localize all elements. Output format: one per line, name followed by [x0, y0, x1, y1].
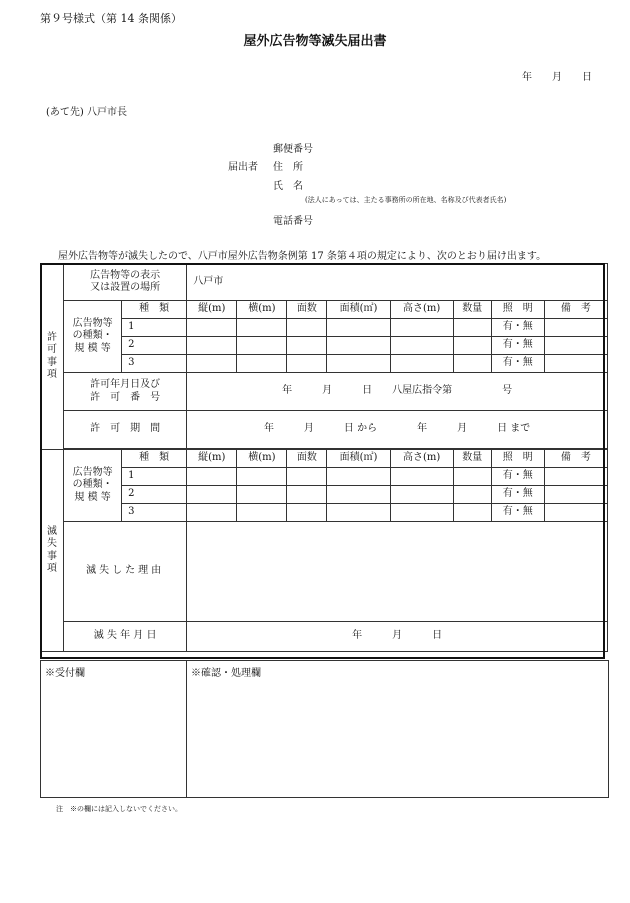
- input-cell[interactable]: [237, 504, 287, 522]
- input-cell[interactable]: [390, 319, 453, 337]
- submission-date: 年 月 日: [522, 72, 592, 83]
- input-cell[interactable]: [237, 486, 287, 504]
- table-row: [41, 486, 608, 504]
- lighting-option[interactable]: 有・無: [491, 319, 544, 337]
- loss-date-label: 滅 失 年 月 日: [64, 622, 187, 652]
- input-cell[interactable]: [187, 337, 237, 355]
- input-cell[interactable]: [327, 319, 390, 337]
- receipt-label: ※受付欄: [45, 668, 85, 679]
- permit-period-value[interactable]: 年 月 日 から 年 月 日 まで: [187, 411, 608, 449]
- input-cell[interactable]: [187, 504, 237, 522]
- input-cell[interactable]: [187, 486, 237, 504]
- input-cell[interactable]: [287, 355, 327, 373]
- confirmation-field: [187, 661, 609, 798]
- notification-table: [40, 263, 608, 652]
- location-value: 八戸市: [187, 264, 608, 301]
- row-number: 1: [122, 319, 187, 337]
- input-cell[interactable]: [390, 504, 453, 522]
- input-cell[interactable]: [453, 337, 491, 355]
- input-cell[interactable]: [187, 355, 237, 373]
- input-cell[interactable]: [327, 486, 390, 504]
- permit-section-label: 許 可 事 項: [41, 264, 64, 450]
- input-cell[interactable]: [390, 337, 453, 355]
- corporate-note: (法人にあっては、主たる事務所の所在地、名称及び代表者氏名): [305, 196, 507, 204]
- input-cell[interactable]: [544, 486, 607, 504]
- table-row: [41, 337, 608, 355]
- column-header-quantity: 数量: [453, 301, 491, 319]
- postal-code-label: 郵便番号: [273, 144, 313, 155]
- column-header-height: 縦(m): [187, 450, 237, 468]
- column-header-width: 横(m): [237, 450, 287, 468]
- receipt-field: [41, 661, 187, 798]
- row-number: 3: [122, 355, 187, 373]
- column-header-lighting: 照 明: [491, 301, 544, 319]
- column-header-type: 種 類: [122, 301, 187, 319]
- input-cell[interactable]: [327, 355, 390, 373]
- input-cell[interactable]: [453, 355, 491, 373]
- address-label: 住 所: [273, 162, 303, 173]
- input-cell[interactable]: [544, 319, 607, 337]
- form-number: 第９号様式（第 14 条関係）: [40, 12, 182, 25]
- input-cell[interactable]: [287, 337, 327, 355]
- loss-date-value[interactable]: 年 月 日: [187, 622, 608, 652]
- table-row: [41, 468, 608, 486]
- statement-text: 屋外広告物等が滅失したので、八戸市屋外広告物条例第 17 条第４項の規定により、次のとおり届け出ます。: [58, 251, 547, 262]
- input-cell[interactable]: [187, 468, 237, 486]
- loss-reason-label: 滅失した理由: [64, 522, 187, 622]
- row-number: 2: [122, 337, 187, 355]
- confirmation-label: ※確認・処理欄: [191, 668, 261, 679]
- lighting-option[interactable]: 有・無: [491, 486, 544, 504]
- name-label: 氏 名: [273, 181, 303, 192]
- input-cell[interactable]: [453, 486, 491, 504]
- input-cell[interactable]: [544, 504, 607, 522]
- input-cell[interactable]: [453, 319, 491, 337]
- input-cell[interactable]: [544, 468, 607, 486]
- input-cell[interactable]: [287, 504, 327, 522]
- column-header-remarks: 備 考: [544, 301, 607, 319]
- input-cell[interactable]: [544, 337, 607, 355]
- document-title: 屋外広告物等滅失届出書: [243, 34, 387, 49]
- footnote: 注 ※の欄には記入しないでください。: [56, 805, 182, 813]
- input-cell[interactable]: [237, 319, 287, 337]
- input-cell[interactable]: [287, 486, 327, 504]
- notifier-label: 届出者: [228, 162, 258, 173]
- table-row: [41, 319, 608, 337]
- column-header-type: 種 類: [122, 450, 187, 468]
- lighting-option[interactable]: 有・無: [491, 504, 544, 522]
- input-cell[interactable]: [544, 355, 607, 373]
- column-header-area: 面積(㎡): [327, 450, 390, 468]
- column-header-quantity: 数量: [453, 450, 491, 468]
- input-cell[interactable]: [327, 504, 390, 522]
- input-cell[interactable]: [390, 355, 453, 373]
- input-cell[interactable]: [187, 319, 237, 337]
- column-header-width: 横(m): [237, 301, 287, 319]
- lighting-option[interactable]: 有・無: [491, 355, 544, 373]
- column-header-height: 縦(m): [187, 301, 237, 319]
- column-header-faces: 面数: [287, 450, 327, 468]
- loss-reason-value[interactable]: [187, 522, 608, 622]
- row-number: 1: [122, 468, 187, 486]
- office-use-table: [40, 660, 609, 798]
- column-header-area: 面積(㎡): [327, 301, 390, 319]
- loss-section-label: 滅 失 事 項: [41, 450, 64, 652]
- permit-date-value[interactable]: 年 月 日 八屋広指令第 号: [187, 373, 608, 411]
- input-cell[interactable]: [287, 468, 327, 486]
- column-header-remarks: 備 考: [544, 450, 607, 468]
- input-cell[interactable]: [237, 337, 287, 355]
- row-number: 3: [122, 504, 187, 522]
- column-header-lighting: 照 明: [491, 450, 544, 468]
- column-header-faces: 面数: [287, 301, 327, 319]
- input-cell[interactable]: [453, 468, 491, 486]
- lighting-option[interactable]: 有・無: [491, 337, 544, 355]
- table-row: [41, 504, 608, 522]
- input-cell[interactable]: [390, 468, 453, 486]
- loss-type-label: 広告物等 の種類・ 規 模 等: [64, 450, 122, 522]
- permit-date-label: 許可年月日及び 許 可 番 号: [64, 373, 187, 411]
- column-header-elevation: 高さ(m): [390, 301, 453, 319]
- table-row: [41, 355, 608, 373]
- phone-label: 電話番号: [273, 216, 313, 227]
- input-cell[interactable]: [327, 468, 390, 486]
- input-cell[interactable]: [287, 319, 327, 337]
- input-cell[interactable]: [327, 337, 390, 355]
- location-label: 広告物等の表示 又は設置の場所: [64, 264, 187, 301]
- input-cell[interactable]: [390, 486, 453, 504]
- input-cell[interactable]: [237, 355, 287, 373]
- lighting-option[interactable]: 有・無: [491, 468, 544, 486]
- column-header-elevation: 高さ(m): [390, 450, 453, 468]
- row-number: 2: [122, 486, 187, 504]
- permit-period-label: 許 可 期 間: [64, 411, 187, 449]
- input-cell[interactable]: [237, 468, 287, 486]
- input-cell[interactable]: [453, 504, 491, 522]
- permit-type-label: 広告物等 の種類・ 規 模 等: [64, 301, 122, 373]
- addressee: (あて先) 八戸市長: [46, 107, 127, 118]
